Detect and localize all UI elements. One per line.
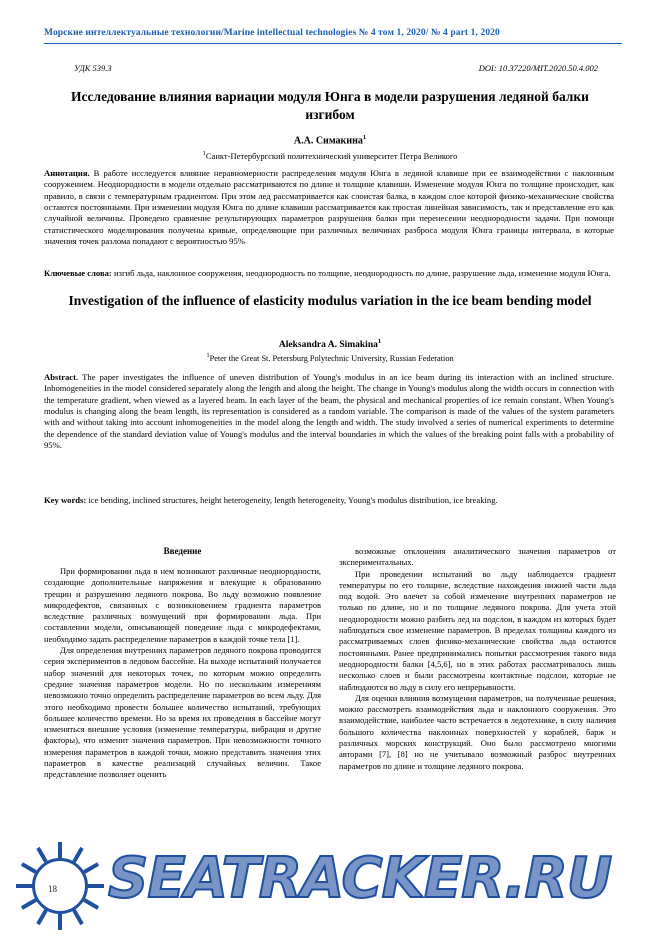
english-abstract-label: Abstract. (44, 372, 79, 382)
udk-code: УДК 539.3 (74, 63, 112, 73)
journal-header: Морские интеллектуальные технологии/Marine intellectual technologies № 4 том 1, 2020/ № 4 part 1, 2020 (44, 28, 500, 38)
russian-abstract (44, 168, 614, 247)
paragraph: Для оценки влияния возмущения параметров, на полученные решения, можно рассмотреть взаимодействия льда и наклонного сооружения. Это взаимодействие, наиболее часто встречается в ледотехнике, в силу наличия большого количества наклонных поверхностей у кораблей, барж и различных морских конструкций. Оно было рассмотрено многими авторами [7], [8] но не учитывало возможный разброс внутренних параметров по длине и толщине ледяного покрова. (339, 692, 616, 771)
paragraph: возможные отклонения аналитического значения параметров от экспериментальных. (339, 546, 616, 568)
paragraph: Для определения внутренних параметров ледяного покрова проводится серия экспериментов в ледовом бассейне. На выходе испытаний получается набор значений для некоторых точек, по которым можно определить средние значения параметров модели. Но по нескольким измерениям невозможно точно определить распределение параметров во всем льду. Для этого необходимо провести большее количество испытаний, требующих большее количество времени. Но за время их проведения в бассейне могут изменяться внешние условия (изменение температуры, вибрация и другие факторы), что изменит значения параметров. При невозможности точного измерения параметров в каждой точки, можно представить значения этих параметров в качестве реализаций случайных величин. Такое представление позволяет оценить (44, 645, 321, 780)
english-affiliation (60, 352, 600, 363)
russian-title: Исследование влияния вариации модуля Юнга в модели разрушения ледяной балки изгибом (71, 89, 589, 123)
watermark (0, 840, 658, 940)
russian-abstract-text: В работе исследуется влияние неравномерности распределения модуля Юнга в ледяной клавише при ее взаимодействии с наклонным сооружением. Неоднородности в модели отдельно рассматриваются по длине и толщине клавиши. Изменение модуля Юнга по толщине происходит, как правило, в связи с температурным градиентом. При этом лед рассматривается как слоистая балка, в каждом слое которой физико-механические свойства остаются постоянными. При изменении модуля Юнга по длине клавиши рассматривается как простая линейная зависимость, так и представление его как случайной величины. Проведено сравнение результирующих параметров разрушения балки при перенесении неоднородности задачи. При помощи статистического моделирования получены кривые, определяющие при различных величинах разброса модуля Юнга границы интервала, в которые значения точек разлома попадают с вероятностью 95% (44, 168, 614, 247)
section-heading-introduction: Введение (163, 546, 202, 556)
paragraph: При формировании льда в нем возникают различные неоднородности, создающие дополнительные напряжения и влекущие к образованию трещин и разрушению ледяного покрова. Во льду возможно появление микродефектов, связанных с возникновением градиента параметров вследствие различных возмущений при формировании льда. При составлении модели, описывающей поведение льда с микродефектами, необходимо задать распределение параметров в каждой точке тела [1]. (44, 566, 321, 644)
russian-keywords-text: изгиб льда, наклонное сооружения, неоднородность по толщине, неоднородность по длине, разрушение льда, изменение модуля Юнга. (111, 268, 611, 278)
russian-author-name: А.А. Симакина (293, 135, 363, 147)
doi-code[interactable]: DOI: 10.37220/MIT.2020.50.4.002 (478, 63, 598, 73)
russian-keywords-label: Ключевые слова: (44, 268, 112, 278)
english-author (60, 338, 600, 350)
russian-affiliation-marker: 1 (202, 150, 206, 157)
sun-core (32, 858, 88, 914)
russian-abstract-label: Аннотация. (44, 168, 90, 178)
russian-affiliation-text: Санкт-Петербургский политехнический университет Петра Великого (205, 150, 458, 161)
english-affiliation-marker: 1 (206, 352, 210, 359)
russian-author (60, 134, 600, 146)
header-divider (44, 43, 622, 44)
russian-affiliation (60, 150, 600, 161)
sun-icon (14, 840, 106, 932)
page-number: 18 (48, 884, 57, 894)
paragraph: При проведении испытаний во льду наблюдается градиент температуры по его толщине, вследствие нахождения нижней части льда под водой. Это влечет за собой изменение внутренних параметров не только по длине, но и по толщине ледяного покрова. Для учета этой неоднородности можно разбить лед на подслои, в каждом из которых будет наблюдаться свое изменение параметров. В пределах толщины каждого из рассматриваемых слоев физико-механические свойства льда остаются постоянными. Ранее предпринимались попытки рассмотрения такого вида неоднородности балки [4,5,6], но в этих работах рассматривалось лишь несколько слоев и были рассмотрены контактные подслои, которые не наблюдаются во льду в силу его непрерывности. (339, 568, 616, 692)
english-title: Investigation of the influence of elasticity modulus variation in the ice beam bending model (68, 293, 592, 308)
russian-keywords (44, 268, 614, 279)
body-column-left (44, 566, 321, 781)
watermark-text: SEATRACKER.RU (108, 846, 612, 911)
metadata-row (74, 63, 598, 73)
english-author-affiliation-marker: 1 (377, 338, 382, 345)
english-keywords-label: Key words: (44, 495, 87, 505)
english-keywords (44, 495, 614, 506)
english-abstract (44, 372, 614, 451)
english-affiliation-text: Peter the Great St. Petersburg Polytechnic University, Russian Federation (209, 353, 454, 363)
body-column-right (339, 546, 616, 772)
english-author-name: Aleksandra A. Simakina (278, 340, 378, 351)
russian-author-affiliation-marker: 1 (362, 134, 367, 141)
english-keywords-text: ice bending, inclined structures, height heterogeneity, length heterogeneity, Young's modulus distribution, ice breaking. (86, 495, 498, 505)
english-abstract-text: The paper investigates the influence of uneven distribution of Young's modulus in an ice beam during its interaction with an inclined structure. Inhomogeneities in the model considered separately along the length and along the height. The change in Young's modulus along the width occurs in connection with the temperature gradient, when viewed as a layered beam. In each layer of the beam, the physical and mechanical properties of ice remain constant. When Young's modulus is changing along the beam length, its representation is considered as a random variable. The comparison is made of the values of the system parameters with and without taking into account inhomogeneities in the model along the length and width. The study involved a series of numerical experiments to determine the dependence of the standard deviation value of Young's modulus and the interval boundaries in which the values of the breaking point falls with a probability of 95%. (44, 372, 614, 451)
